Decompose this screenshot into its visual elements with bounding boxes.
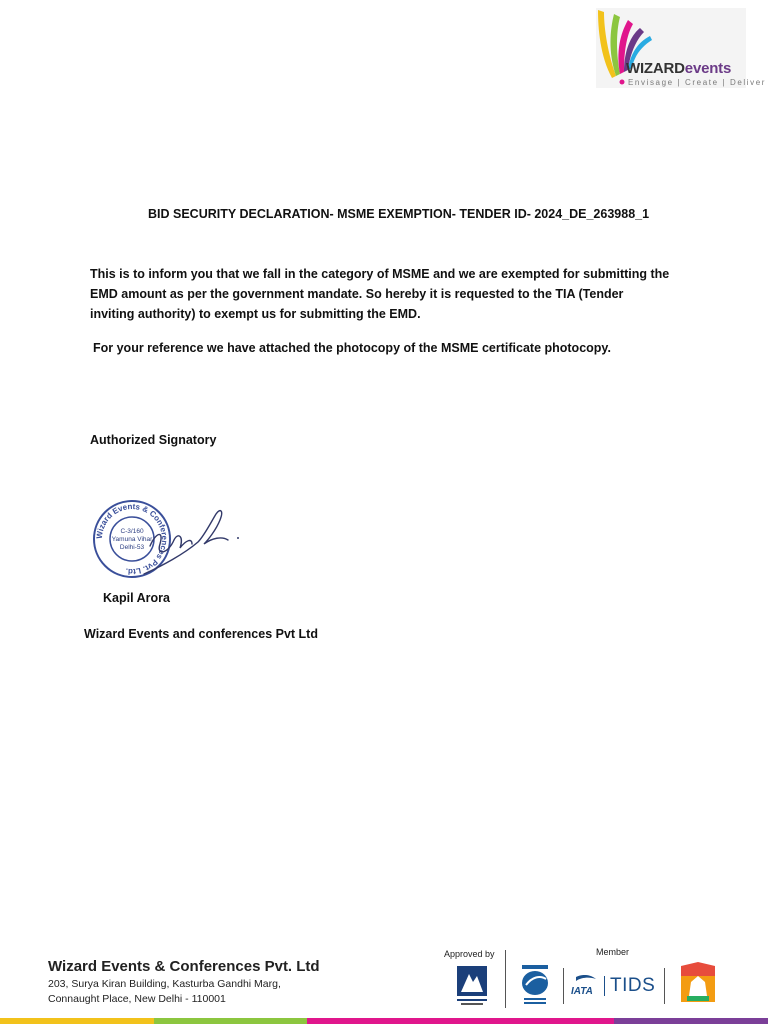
iata-icon <box>570 975 600 997</box>
svg-text:Yamuna Vihar: Yamuna Vihar <box>111 536 153 543</box>
tids-logo <box>600 973 658 999</box>
iato-icon <box>518 965 552 1005</box>
icpb-icon <box>677 962 719 1006</box>
stamp-seal-icon <box>92 496 252 582</box>
document-title: BID SECURITY DECLARATION- MSME EXEMPTION- TENDER ID- 2024_DE_263988_1 <box>148 207 650 221</box>
svg-text:IATA: IATA <box>571 986 593 997</box>
footer-company-name: Wizard Events & Conferences Pvt. Ltd <box>48 958 320 975</box>
footer-divider <box>505 950 506 1008</box>
footer-address-line1: 203, Surya Kiran Building, Kasturba Gandhi Marg, <box>48 978 281 990</box>
iata-logo <box>570 975 600 997</box>
svg-text:C-3/160: C-3/160 <box>120 528 144 535</box>
icpb-logo <box>677 962 719 1006</box>
svg-text:Wizard Events & Conferences Pv: Wizard Events & Conferences Pvt. Ltd. <box>94 501 170 577</box>
tids-bar <box>604 976 605 996</box>
signatory-company: Wizard Events and conferences Pvt Ltd <box>84 627 318 641</box>
svg-text:Delhi-53: Delhi-53 <box>119 544 145 551</box>
member-label: Member <box>596 947 630 957</box>
ministry-of-tourism-logo <box>455 964 489 1008</box>
footer-stripe-purple <box>614 1018 768 1024</box>
tids-wordmark: TIDS <box>610 975 656 996</box>
signatory-name: Kapil Arora <box>103 591 170 605</box>
footer-stripe-green <box>154 1018 307 1024</box>
logo-tagline: Envisage | Create | Deliver <box>628 78 767 87</box>
ministry-tourism-icon <box>455 964 489 1008</box>
body-paragraph-reference: For your reference we have attached the photocopy of the MSME certificate photocopy. <box>93 341 611 355</box>
iato-logo <box>518 965 552 1005</box>
approved-by-label: Approved by <box>444 949 495 959</box>
footer-address-line2: Connaught Place, New Delhi - 110001 <box>48 993 226 1005</box>
footer-stripe-magenta <box>307 1018 614 1024</box>
company-stamp-signature <box>92 496 252 582</box>
footer-stripe-yellow <box>0 1018 154 1024</box>
authorized-signatory-label: Authorized Signatory <box>90 433 217 447</box>
logo-wordmark: WIZARDevents <box>626 60 732 77</box>
body-paragraph-msme: This is to inform you that we fall in the category of MSME and we are exempted for submitting the EMD amount as per the government mandate. So hereby it is requested to the TIA (Tender inviting authority) to exempt us for submitting the EMD. <box>90 267 670 321</box>
wizard-events-logo <box>592 6 767 90</box>
footer-divider <box>664 968 665 1004</box>
footer-divider <box>563 968 564 1004</box>
